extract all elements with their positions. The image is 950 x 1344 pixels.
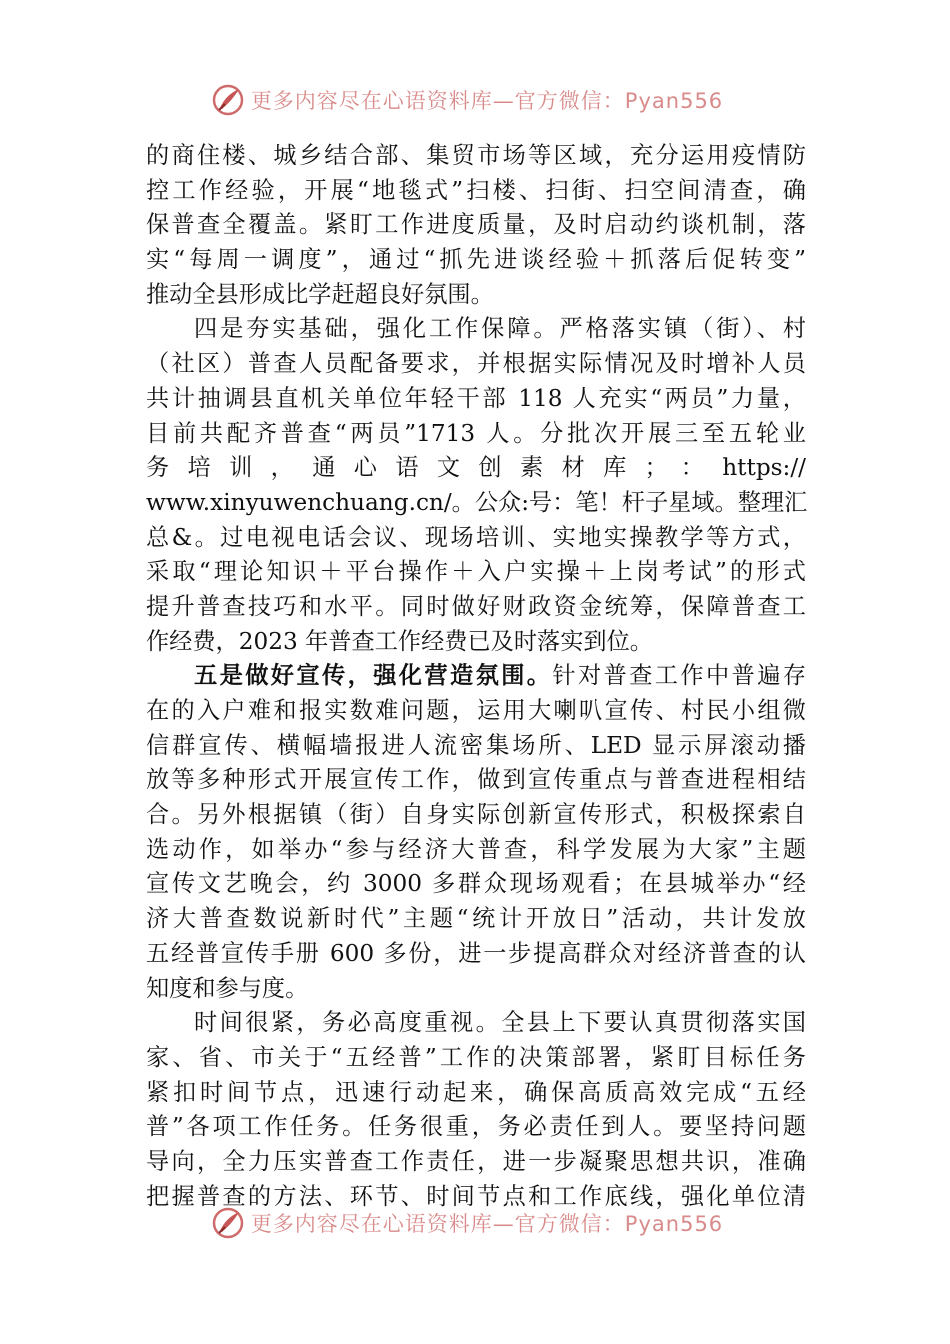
text-line: 把握普查的方法、环节、时间节点和工作底线，强化单位清	[146, 1182, 806, 1210]
section-heading: 五是做好宣传，强化营造氛围。	[194, 662, 553, 690]
paragraph-start-line	[146, 659, 806, 694]
text-line: 济大普查数说新时代”主题“统计开放日”活动，共计发放	[146, 905, 806, 933]
text-line: 选动作，如举办“参与经济大普查，科学发展为大家”主题	[146, 835, 806, 863]
text-line: 采取“理论知识＋平台操作＋入户实操＋上岗考试”的形式	[146, 558, 806, 586]
watermark-text: 更多内容尽在心语资料库—官方微信：Pyan556	[250, 89, 724, 113]
text-span: 针对普查工作中普遍存	[552, 662, 806, 690]
text-line: 的商住楼、城乡结合部、集贸市场等区域，充分运用疫情防	[146, 142, 806, 169]
text-line: 合。另外根据镇（街）自身实际创新宣传形式，积极探索自	[146, 801, 806, 829]
text-line: 普”各项工作任务。任务很重，务必责任到人。要坚持问题	[146, 1113, 806, 1141]
text-line: 知度和参与度。	[146, 974, 309, 1002]
watermark-group	[211, 1206, 723, 1240]
text-line: 信群宣传、横幅墙报进人流密集场所、LED 显示屏滚动播	[146, 731, 806, 759]
text-line: 放等多种形式开展宣传工作，做到宣传重点与普查进程相结	[146, 766, 806, 794]
text-line: 推动全县形成比学赶超良好氛围。	[146, 280, 494, 308]
text-line: 目前共配齐普查“两员”1713 人。分批次开展三至五轮业	[146, 419, 806, 447]
quill-logo-icon	[211, 1206, 245, 1240]
paragraph-start-line: 时间很紧，务必高度重视。全县上下要认真贯彻落实国	[194, 1009, 806, 1037]
text-line: 紧扣时间节点，迅速行动起来，确保高质高效完成“五经	[146, 1078, 806, 1106]
watermark-text: 更多内容尽在心语资料库—官方微信：Pyan556	[250, 1212, 724, 1236]
watermark-footer	[0, 1203, 950, 1243]
text-line: 共计抽调县直机关单位年轻干部 118 人充实“两员”力量，	[146, 384, 806, 412]
watermark-header	[0, 80, 950, 120]
text-line: 家、省、市关于“五经普”工作的决策部署，紧盯目标任务	[146, 1043, 806, 1071]
text-line: 总&。过电视电话会议、现场培训、实地实操教学等方式，	[146, 523, 806, 551]
document-body	[146, 139, 806, 1214]
text-line: 务 培 训 ， 通 心 语 文 创 素 材 库 ； ： https://	[146, 454, 806, 482]
text-line: 五经普宣传手册 600 多份，进一步提高群众对经济普查的认	[146, 939, 806, 967]
text-line: 实“每周一调度”，通过“抓先进谈经验＋抓落后促转变”	[146, 246, 806, 274]
text-line: 宣传文艺晚会，约 3000 多群众现场观看；在县城举办“经	[146, 870, 806, 898]
watermark-group	[211, 83, 723, 117]
text-line: www.xinyuwenchuang.cn/。公众:号：笔！杆子星域。整理汇	[146, 488, 808, 516]
text-line: 控工作经验，开展“地毯式”扫楼、扫街、扫空间清查，确	[146, 176, 806, 204]
text-line: 提升普查技巧和水平。同时做好财政资金统筹，保障普查工	[146, 592, 806, 620]
text-line: 在的入户难和报实数难问题，运用大喇叭宣传、村民小组微	[146, 697, 806, 724]
paragraph-start-line: 四是夯实基础，强化工作保障。严格落实镇（街）、村	[194, 315, 806, 343]
quill-logo-icon	[211, 83, 245, 117]
text-line: 导向，全力压实普查工作责任，进一步凝聚思想共识，准确	[146, 1147, 806, 1175]
text-line: 保普查全覆盖。紧盯工作进度质量，及时启动约谈机制，落	[146, 211, 806, 239]
text-line: （社区）普查人员配备要求，并根据实际情况及时增补人员	[146, 350, 806, 378]
text-line: 作经费，2023 年普查工作经费已及时落实到位。	[146, 627, 653, 655]
